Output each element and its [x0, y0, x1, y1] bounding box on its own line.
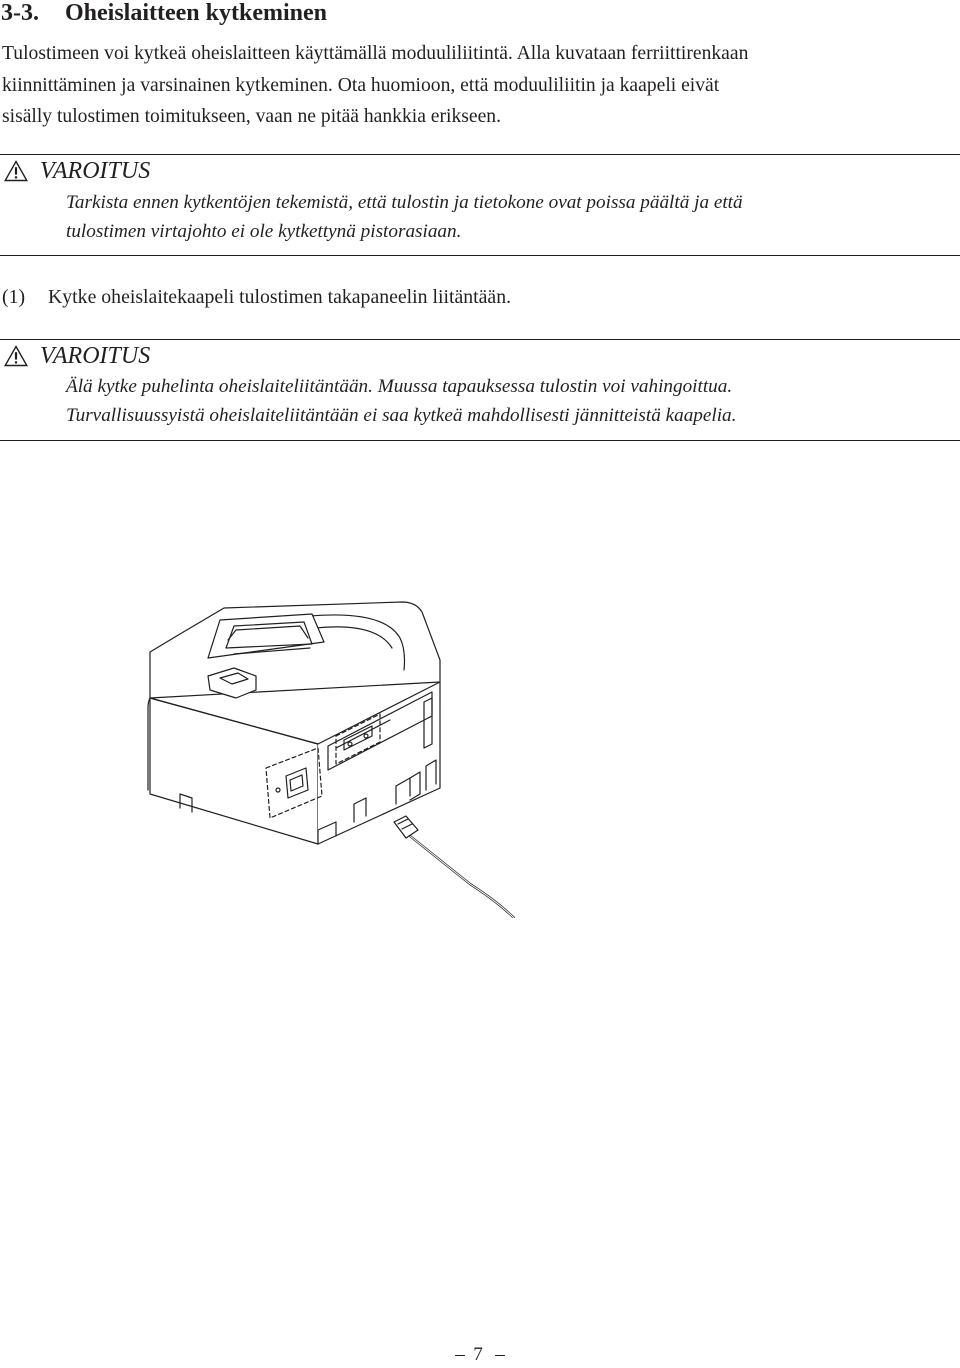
intro-line-3: sisälly tulostimen toimitukseen, vaan ne pitää hankkia erikseen.: [2, 106, 501, 127]
page-number: 7: [473, 1344, 483, 1365]
page-number-footer: [0, 1342, 960, 1368]
warning-1-label: VAROITUS: [40, 158, 151, 184]
section-title: Oheislaitteen kytkeminen: [65, 0, 327, 26]
warning-2-top-rule: [0, 339, 960, 340]
warning-2-line-1: Älä kytke puhelinta oheislaiteliitäntään. Muussa tapauksessa tulostin voi vahingoittua.: [66, 376, 733, 397]
warning-2-bottom-rule: [0, 440, 960, 441]
warning-2-title: [4, 341, 150, 371]
warning-2-label: VAROITUS: [40, 343, 151, 369]
section-number: 3-3.: [1, 0, 39, 26]
warning-1-line-2: tulostimen virtajohto ei ole kytkettynä pistorasiaan.: [66, 221, 462, 242]
step-1-text: Kytke oheislaitekaapeli tulostimen takapaneelin liitäntään.: [48, 286, 512, 308]
intro-paragraph: [2, 38, 958, 133]
step-1-number: (1): [2, 286, 26, 308]
intro-line-1: Tulostimeen voi kytkeä oheislaitteen käyttämällä moduuliliitintä. Alla kuvataan ferriittirenkaan: [2, 43, 749, 64]
warning-triangle-icon: [4, 160, 28, 182]
warning-1-line-1: Tarkista ennen kytkentöjen tekemistä, että tulostin ja tietokone ovat poissa päältä ja että: [66, 192, 743, 213]
warning-2-body: [66, 372, 958, 430]
printer-rear-illustration: [140, 598, 520, 918]
warning-1-body: [66, 188, 958, 246]
step-1: [2, 282, 511, 312]
section-heading: [1, 0, 327, 28]
warning-1-title: [4, 156, 150, 186]
warning-1-top-rule: [0, 154, 960, 155]
warning-1-bottom-rule: [0, 255, 960, 256]
intro-line-2: kiinnittäminen ja varsinainen kytkeminen. Ota huomioon, että moduuliliitin ja kaapeli eivät: [2, 74, 720, 96]
warning-2-line-2: Turvallisuussyistä oheislaiteliitäntään ei saa kytkeä mahdollisesti jännitteistä kaapelia.: [66, 405, 737, 426]
warning-triangle-icon: [4, 345, 28, 367]
